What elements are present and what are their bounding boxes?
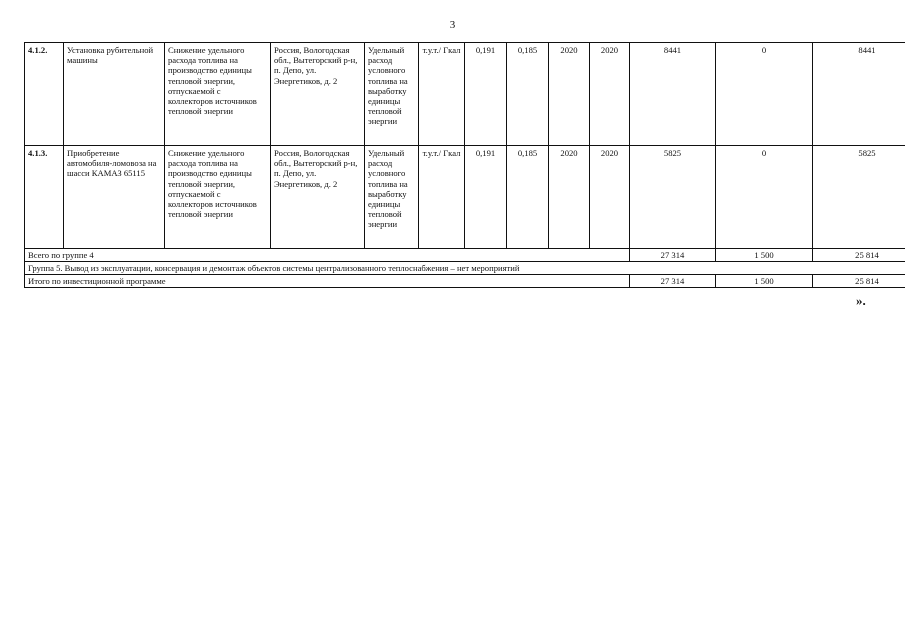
- group5-label: Группа 5. Вывод из эксплуатации, консервация и демонтаж объектов системы централизованного теплоснабжения – нет мероприятий: [25, 262, 905, 275]
- item-col-b: 0: [716, 146, 813, 249]
- item-unit: т.у.т./ Гкал: [419, 146, 465, 249]
- item-col-c: 8441: [813, 43, 905, 146]
- item-location: Россия, Вологодская обл., Вытегорский р-н, п. Депо, ул. Энергетиков, д. 2: [271, 43, 365, 146]
- closing-quote-mark: ».: [856, 293, 866, 308]
- item-name: Установка рубительной машины: [64, 43, 165, 146]
- grand-total-label: Итого по инвестиционной программе: [25, 275, 630, 288]
- item-unit: т.у.т./ Гкал: [419, 43, 465, 146]
- grand-total: 27 314: [630, 275, 716, 288]
- item-col-c: 5825: [813, 146, 905, 249]
- group4-col-c: 25 814: [813, 249, 905, 262]
- item-value-before: 0,191: [465, 43, 507, 146]
- item-name: Приобретение автомобиля-ломовоза на шасси КАМАЗ 65115: [64, 146, 165, 249]
- item-col-b: 0: [716, 43, 813, 146]
- item-value-after: 0,185: [507, 146, 549, 249]
- item-year-start: 2020: [549, 43, 590, 146]
- item-goal: Снижение удельного расхода топлива на производство единицы тепловой энергии, отпускаемой с коллекторов источников тепловой энергии: [165, 43, 271, 146]
- item-indicator: Удельный расход условного топлива на выработку единицы тепловой энергии: [365, 146, 419, 249]
- item-year-end: 2020: [590, 43, 630, 146]
- item-year-end: 2020: [590, 146, 630, 249]
- group4-total-row: [25, 249, 905, 262]
- group4-col-b: 1 500: [716, 249, 813, 262]
- table-row: [25, 146, 905, 249]
- investment-program-table: [24, 42, 905, 288]
- item-code: 4.1.2.: [25, 43, 64, 146]
- grand-total-col-c: 25 814: [813, 275, 905, 288]
- item-indicator: Удельный расход условного топлива на выработку единицы тепловой энергии: [365, 43, 419, 146]
- grand-total-col-b: 1 500: [716, 275, 813, 288]
- page-number: 3: [449, 19, 456, 31]
- grand-total-row: [25, 275, 905, 288]
- group5-row: [25, 262, 905, 275]
- item-total: 5825: [630, 146, 716, 249]
- item-value-before: 0,191: [465, 146, 507, 249]
- item-location: Россия, Вологодская обл., Вытегорский р-н, п. Депо, ул. Энергетиков, д. 2: [271, 146, 365, 249]
- item-code: 4.1.3.: [25, 146, 64, 249]
- group4-total: 27 314: [630, 249, 716, 262]
- item-total: 8441: [630, 43, 716, 146]
- item-value-after: 0,185: [507, 43, 549, 146]
- item-goal: Снижение удельного расхода топлива на производство единицы тепловой энергии, отпускаемой с коллекторов источников тепловой энергии: [165, 146, 271, 249]
- item-year-start: 2020: [549, 146, 590, 249]
- table-row: [25, 43, 905, 146]
- group4-total-label: Всего по группе 4: [25, 249, 630, 262]
